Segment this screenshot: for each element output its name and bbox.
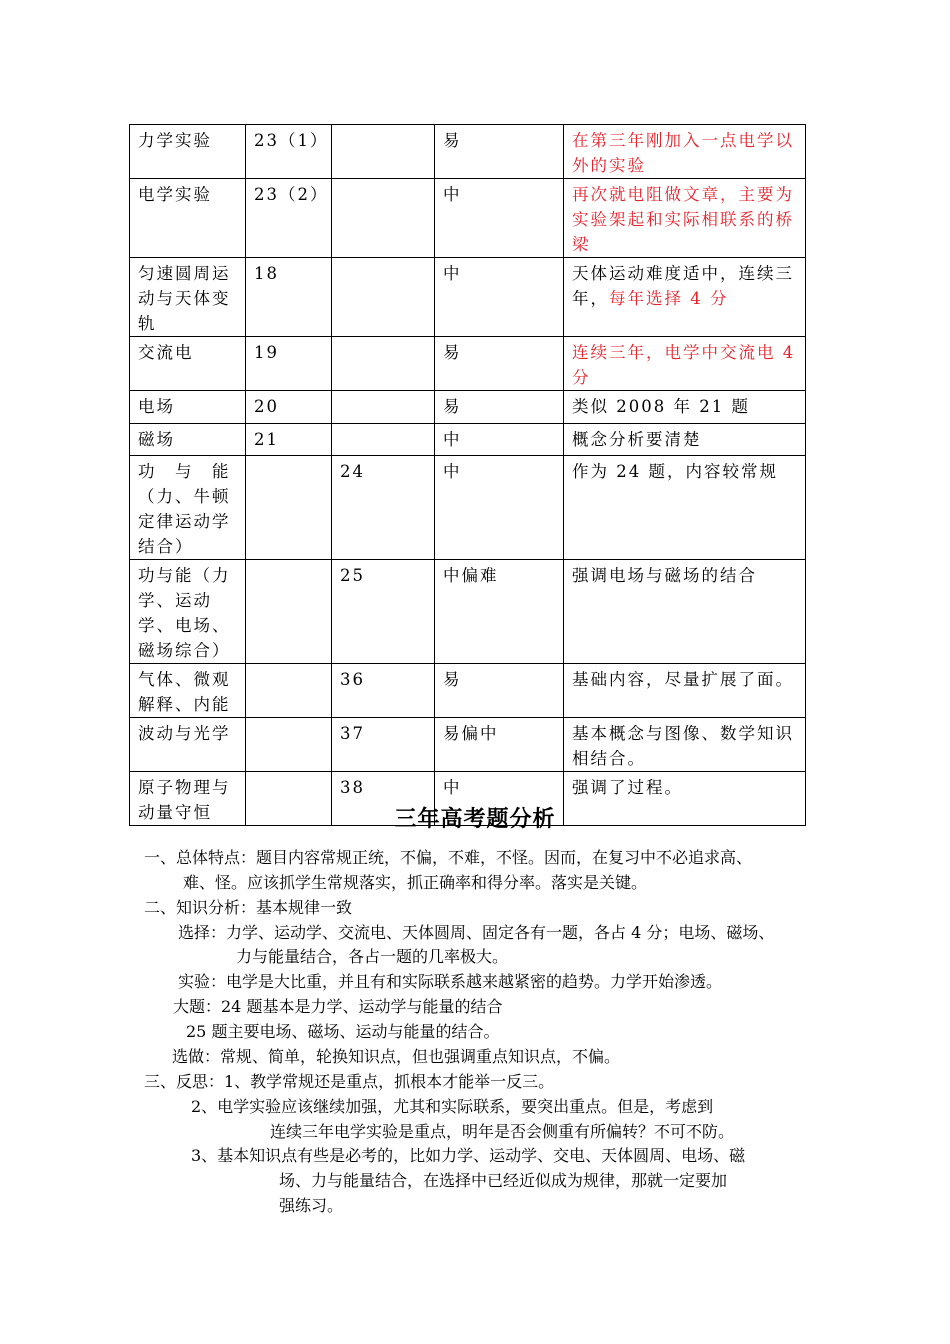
- difficulty-cell: 易: [435, 391, 564, 424]
- remark-cell: [564, 560, 806, 664]
- analysis-line-11: 2、电学实验应该继续加强，尤其和实际联系，要突出重点。但是，考虑到: [191, 1097, 714, 1116]
- table-row: [130, 456, 806, 560]
- remark-cell: [564, 391, 806, 424]
- choice-question-cell: [246, 456, 332, 560]
- difficulty-cell: 易: [435, 337, 564, 391]
- difficulty-cell: 中: [435, 179, 564, 258]
- remark-text: 概念分析要清楚: [572, 430, 702, 449]
- remark-cell: [564, 258, 806, 337]
- remark-cell: [564, 179, 806, 258]
- topic-cell: 原子物理与动量守恒: [130, 772, 246, 826]
- choice-question-cell: 21: [246, 424, 332, 456]
- remark-text: 强调了过程。: [572, 778, 683, 797]
- analysis-line-9: 选做：常规、简单，轮换知识点，但也强调重点知识点，不偏。: [172, 1047, 621, 1066]
- topic-cell: 匀速圆周运动与天体变轨: [130, 258, 246, 337]
- topic-cell: 电学实验: [130, 179, 246, 258]
- analysis-line-4: 选择：力学、运动学、交流电、天体圆周、固定各有一题，各占 4 分；电场、磁场、: [178, 923, 775, 942]
- table-row: [130, 125, 806, 179]
- analysis-line-14: 场、力与能量结合，在选择中已经近似成为规律，那就一定要加: [279, 1171, 728, 1190]
- table-row: [130, 664, 806, 718]
- analysis-line-3: 二、知识分析：基本规律一致: [144, 898, 353, 917]
- analysis-line-13: 3、基本知识点有些是必考的，比如力学、运动学、交电、天体圆周、电场、磁: [191, 1146, 746, 1165]
- difficulty-cell: 中: [435, 424, 564, 456]
- analysis-line-8: 25 题主要电场、磁场、运动与能量的结合。: [186, 1022, 500, 1041]
- analysis-line-15: 强练习。: [279, 1196, 344, 1215]
- difficulty-cell: 中偏难: [435, 560, 564, 664]
- highlighted-remark: 在第三年刚加入一点电学以外的实验: [572, 131, 794, 175]
- big-question-cell: [332, 258, 435, 337]
- difficulty-cell: 中: [435, 456, 564, 560]
- topic-cell: 功与能（力学、运动学、电场、磁场综合）: [130, 560, 246, 664]
- table-row: [130, 718, 806, 772]
- big-question-cell: 38: [332, 772, 435, 826]
- choice-question-cell: [246, 560, 332, 664]
- difficulty-cell: 易偏中: [435, 718, 564, 772]
- analysis-line-10: 三、反思：1、教学常规还是重点，抓根本才能举一反三。: [144, 1072, 555, 1091]
- table-row: [130, 258, 806, 337]
- choice-question-cell: 23（1）: [246, 125, 332, 179]
- remark-cell: [564, 125, 806, 179]
- topic-cell: 磁场: [130, 424, 246, 456]
- analysis-line-7: 大题：24 题基本是力学、运动学与能量的结合: [173, 997, 503, 1016]
- section-title: 三年高考题分析: [394, 807, 556, 832]
- analysis-line-6: 实验：电学是大比重，并且有和实际联系越来越紧密的趋势。力学开始渗透。: [178, 972, 723, 991]
- difficulty-cell: 中: [435, 258, 564, 337]
- remark-cell: [564, 337, 806, 391]
- table-row: [130, 337, 806, 391]
- table-row: [130, 560, 806, 664]
- remark-cell: [564, 664, 806, 718]
- big-question-cell: [332, 179, 435, 258]
- difficulty-cell: 中: [435, 772, 564, 826]
- big-question-cell: 25: [332, 560, 435, 664]
- analysis-line-5: 力与能量结合，各占一题的几率极大。: [236, 947, 509, 966]
- analysis-line-1: 一、总体特点：题目内容常规正统，不偏，不难，不怪。因而，在复习中不必追求高、: [144, 848, 753, 867]
- topic-cell: 电场: [130, 391, 246, 424]
- choice-question-cell: 23（2）: [246, 179, 332, 258]
- choice-question-cell: 19: [246, 337, 332, 391]
- analysis-line-12: 连续三年电学实验是重点，明年是否会侧重有所偏转？不可不防。: [270, 1122, 735, 1141]
- remark-cell: [564, 456, 806, 560]
- remark-text: 基础内容，尽量扩展了面。: [572, 670, 794, 689]
- remark-cell: [564, 718, 806, 772]
- choice-question-cell: 20: [246, 391, 332, 424]
- big-question-cell: [332, 125, 435, 179]
- analysis-line-2: 难、怪。应该抓学生常规落实，抓正确率和得分率。落实是关键。: [183, 873, 648, 892]
- choice-question-cell: [246, 718, 332, 772]
- table-row: [130, 391, 806, 424]
- choice-question-cell: 18: [246, 258, 332, 337]
- topic-cell: 力学实验: [130, 125, 246, 179]
- big-question-cell: 24: [332, 456, 435, 560]
- topic-cell: 波动与光学: [130, 718, 246, 772]
- big-question-cell: 36: [332, 664, 435, 718]
- big-question-cell: [332, 424, 435, 456]
- highlighted-remark: 连续三年，电学中交流电 4 分: [572, 343, 796, 387]
- table-row: [130, 424, 806, 456]
- big-question-cell: 37: [332, 718, 435, 772]
- highlighted-remark: 再次就电阻做文章，主要为实验架起和实际相联系的桥梁: [572, 185, 794, 254]
- big-question-cell: [332, 337, 435, 391]
- remark-cell: [564, 424, 806, 456]
- big-question-cell: [332, 391, 435, 424]
- table-row: [130, 179, 806, 258]
- remark-text: 类似 2008 年 21 题: [572, 397, 750, 416]
- choice-question-cell: [246, 664, 332, 718]
- topic-cell: 交流电: [130, 337, 246, 391]
- remark-text: 天体运动难度适中，连续三年，: [572, 264, 794, 308]
- difficulty-cell: 易: [435, 664, 564, 718]
- highlighted-remark: 每年选择 4 分: [609, 289, 729, 308]
- difficulty-cell: 易: [435, 125, 564, 179]
- remark-text: 基本概念与图像、数学知识相结合。: [572, 724, 794, 768]
- topic-cell: 功 与 能（力、牛顿定律运动学结合）: [130, 456, 246, 560]
- remark-text: 强调电场与磁场的结合: [572, 566, 757, 585]
- topic-cell: 气体、微观解释、内能: [130, 664, 246, 718]
- remark-text: 作为 24 题，内容较常规: [572, 462, 778, 481]
- exam-analysis-table: [129, 124, 806, 826]
